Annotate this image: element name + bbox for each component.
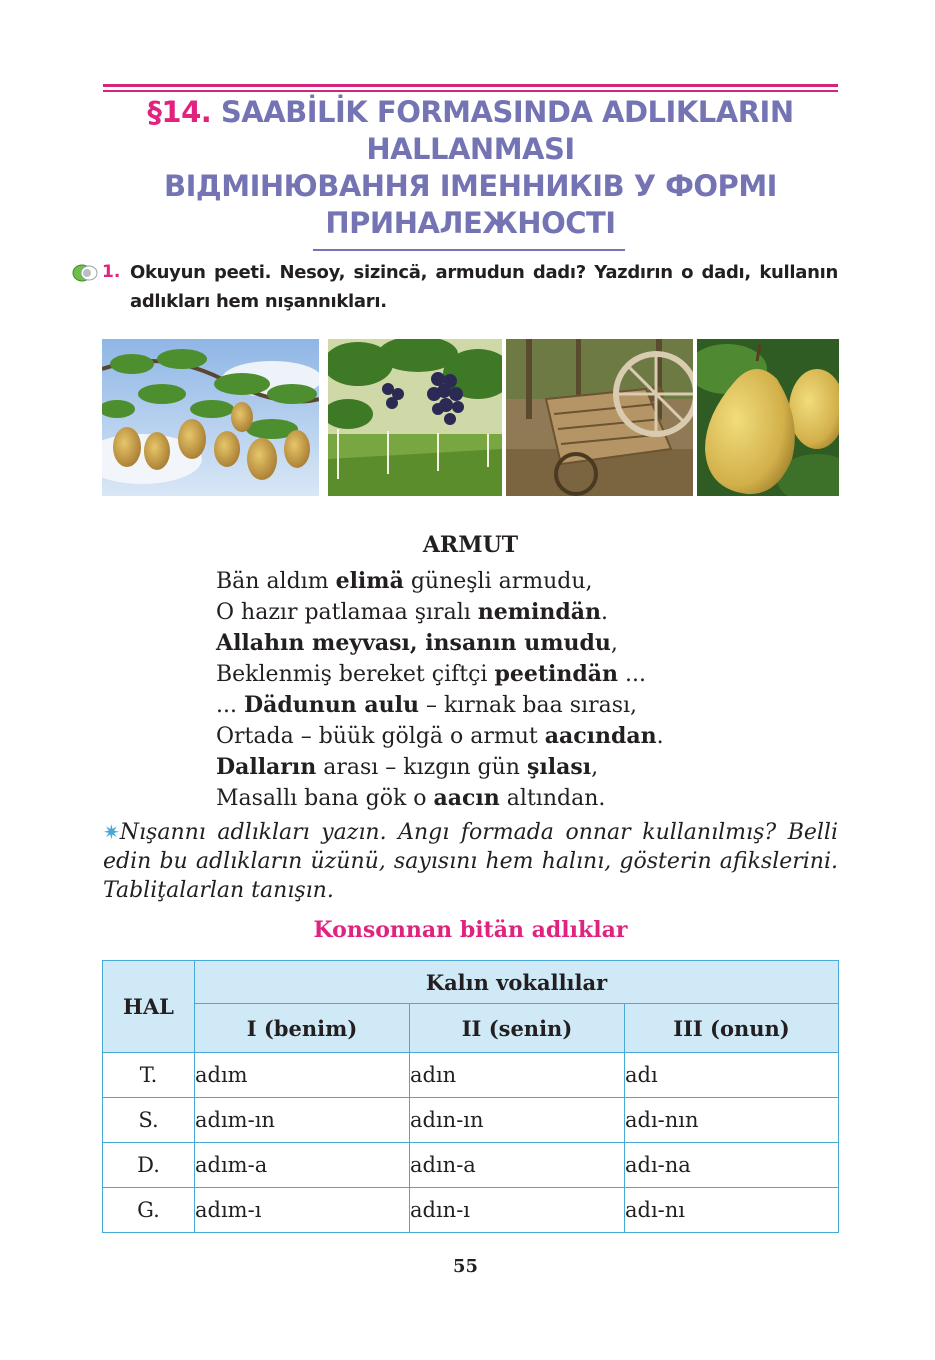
section-number: §14. (147, 95, 212, 129)
column-header: II (senin) (410, 1004, 625, 1053)
task-number: 1. (102, 262, 121, 282)
title-line-4: ПРИНАЛЕЖНОСТІ (325, 206, 616, 240)
hal-cell: S. (103, 1098, 195, 1143)
table-cell: adın-ı (410, 1188, 625, 1233)
poem (216, 566, 664, 814)
poem-line: Dalların arası – kızgın gün şılası, (216, 754, 599, 780)
instruction-text: Nışannı adlıkları yazın. Angı formada onnar kullanılmış? Belli edin bu adlıkların üzünü, sayısını hem halını, gösterin afikslerini. Tabliţalarlan tanışın. (103, 820, 838, 903)
hal-cell: G. (103, 1188, 195, 1233)
title-underline (313, 249, 625, 251)
title-line-2: HALLANMASI (366, 132, 575, 166)
declension-table (102, 960, 839, 1233)
poem-title: ARMUT (422, 532, 519, 558)
header-rule (103, 84, 838, 87)
table-row (103, 1143, 839, 1188)
table-cell: adım-ı (195, 1188, 410, 1233)
table-cell: adı-nın (625, 1098, 839, 1143)
table-cell: adın-a (410, 1143, 625, 1188)
hal-cell: D. (103, 1143, 195, 1188)
hal-cell: T. (103, 1053, 195, 1098)
table-cell: adı-nı (625, 1188, 839, 1233)
poem-line: Ortada – büük gölgä o armut aacından. (216, 723, 664, 749)
instruction (103, 818, 838, 905)
poem-line: O hazır patlamaa şıralı nemindän. (216, 599, 609, 625)
table-cell: adım-ın (195, 1098, 410, 1143)
pear-branch-photo (102, 339, 319, 496)
table-row (103, 1098, 839, 1143)
pears-closeup-photo (697, 339, 839, 496)
table-title: Konsonnan bitän adlıklar (313, 917, 628, 943)
poem-line: Allahın meyvası, insanın umudu, (216, 630, 618, 656)
header-rule-thin (103, 90, 838, 92)
table-row (103, 1188, 839, 1233)
hal-header: HAL (103, 961, 195, 1053)
table-cell: adın (410, 1053, 625, 1098)
vineyard-grapes-photo (328, 339, 502, 496)
page-number: 55 (452, 1256, 479, 1277)
column-header: III (onun) (625, 1004, 839, 1053)
title-line-3: ВІДМІНЮВАННЯ ІМЕННИКІВ У ФОРМІ (164, 169, 777, 203)
table-row (103, 1053, 839, 1098)
page-title (103, 94, 838, 242)
column-header: I (benim) (195, 1004, 410, 1053)
snowflake-icon: ✷ (103, 820, 120, 844)
poem-line: Bän aldım elimä güneşli armudu, (216, 568, 593, 594)
group-header: Kalın vokallılar (195, 961, 839, 1004)
table-cell: adın-ın (410, 1098, 625, 1143)
table-cell: adım-a (195, 1143, 410, 1188)
poem-line: Beklenmiş bereket çiftçi peetindän ... (216, 661, 646, 687)
task-text: Okuyun peeti. Nesoy, sizincä, armudun dadı? Yazdırın o dadı, kullanın adlıkları hem nışannıkları. (130, 262, 838, 312)
speech-bubble-icon (72, 264, 98, 282)
table-cell: adım (195, 1053, 410, 1098)
poem-line: Masallı bana gök o aacın altından. (216, 785, 606, 811)
title-line-1: SAABİLİK FORMASINDA ADLIKLARIN (220, 95, 794, 129)
wooden-cart-photo (506, 339, 693, 496)
table-cell: adı (625, 1053, 839, 1098)
poem-line: ... Dädunun aulu – kırnak baa sırası, (216, 692, 638, 718)
table-cell: adı-na (625, 1143, 839, 1188)
